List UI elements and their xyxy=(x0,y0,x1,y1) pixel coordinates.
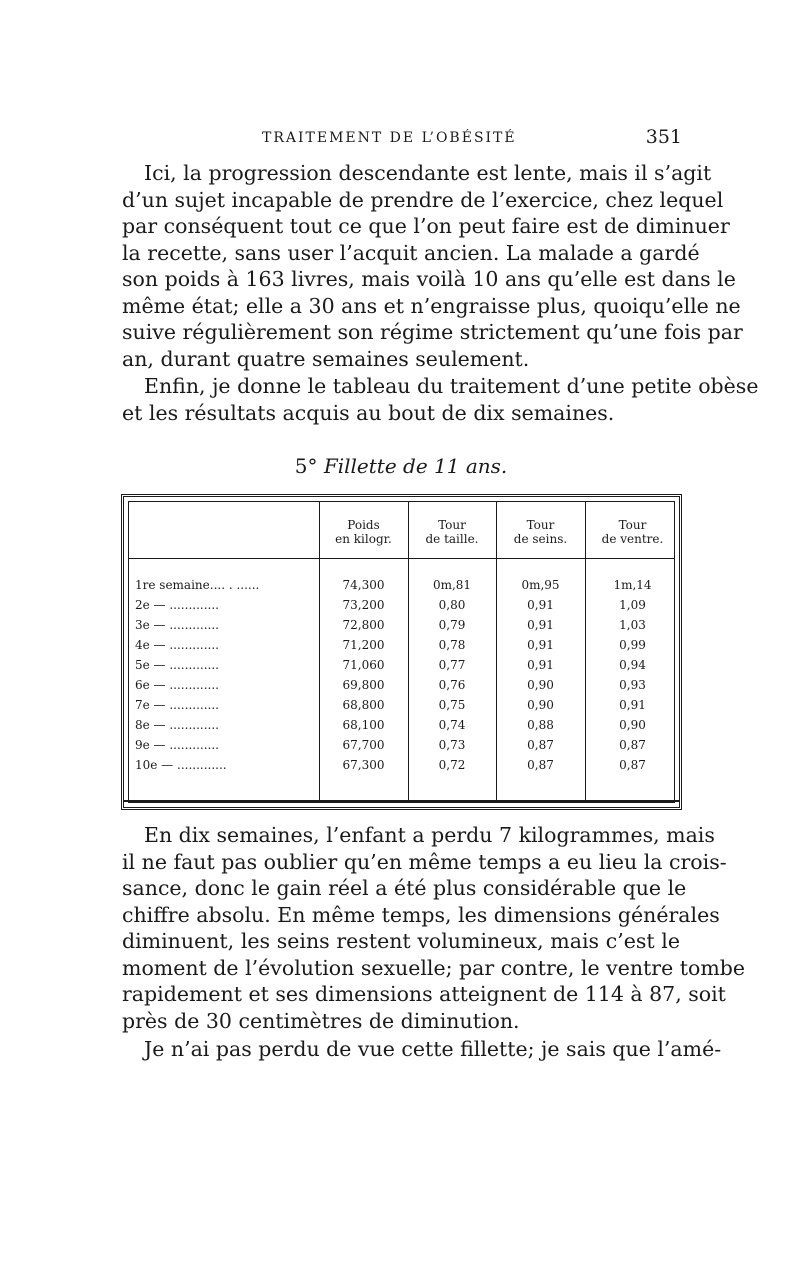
text-line: En dix semaines, l’enfant a perdu 7 kilogrammes, mais xyxy=(144,823,715,847)
text-line: diminuent, les seins restent volumineux, mais c’est le xyxy=(122,929,680,953)
row-label: 6e — ............. xyxy=(135,678,219,692)
text-line: moment de l’évolution sexuelle; par contre, le ventre tombe xyxy=(122,955,746,980)
column-header-poids xyxy=(319,518,408,546)
text-line: près de 30 centimètres de diminution. xyxy=(122,1008,520,1033)
table-row xyxy=(129,598,674,618)
table-row xyxy=(129,738,674,758)
cell-ventre: 1,03 xyxy=(619,618,646,632)
cell-ventre: 0,87 xyxy=(619,758,646,772)
cell-poids: 69,800 xyxy=(342,678,385,692)
paragraph-2 xyxy=(122,373,759,426)
cell-seins: 0,90 xyxy=(527,698,554,712)
text-line: Enfin, je donne le tableau du traitement d’une petite obèse xyxy=(144,374,759,398)
table-row xyxy=(129,638,674,658)
cell-taille: 0,78 xyxy=(438,638,466,652)
text-line: la recette, sans user l’acquit ancien. La malade a gardé xyxy=(122,240,700,265)
cell-poids: 68,100 xyxy=(342,718,385,732)
column-header-line: Tour xyxy=(526,518,555,532)
table-row xyxy=(129,658,674,678)
text-line: suive régulièrement son régime strictement qu’une fois par xyxy=(122,320,743,344)
page-number: 351 xyxy=(645,126,682,148)
cell-seins: 0,91 xyxy=(527,658,554,672)
cell-taille: 0,75 xyxy=(438,698,466,712)
cell-seins: 0,88 xyxy=(527,718,554,732)
cell-seins: 0,87 xyxy=(527,758,554,772)
row-label: 8e — ............. xyxy=(135,718,219,732)
cell-poids: 67,700 xyxy=(342,738,385,752)
row-label: 5e — ............. xyxy=(135,658,219,672)
table-frame xyxy=(128,501,675,803)
cell-ventre: 0,94 xyxy=(619,658,646,672)
row-label: 3e — ............. xyxy=(135,618,219,632)
table-row xyxy=(129,618,674,638)
text-line: même état; elle a 30 ans et n’engraisse plus, quoiqu’elle ne xyxy=(122,293,741,318)
cell-taille: 0m,81 xyxy=(432,578,472,592)
table-row xyxy=(129,578,674,598)
column-header-line: de seins. xyxy=(513,532,568,546)
cell-taille: 0,74 xyxy=(438,718,466,732)
cell-taille: 0,80 xyxy=(438,598,466,612)
running-header xyxy=(122,126,682,152)
table-bottom-rule xyxy=(124,800,679,806)
cell-poids: 72,800 xyxy=(342,618,385,632)
cell-poids: 68,800 xyxy=(342,698,385,712)
cell-poids: 73,200 xyxy=(342,598,385,612)
row-label: 1re semaine.... . ...... xyxy=(135,578,260,592)
cell-seins: 0,87 xyxy=(527,738,554,752)
table-row xyxy=(129,758,674,778)
column-header-ventre xyxy=(585,518,680,546)
table-row xyxy=(129,718,674,738)
row-label: 9e — ............. xyxy=(135,738,219,752)
text-line: chiffre absolu. En même temps, les dimensions générales xyxy=(122,902,720,927)
cell-taille: 0,79 xyxy=(438,618,466,632)
row-label: 4e — ............. xyxy=(135,638,219,652)
cell-ventre: 0,99 xyxy=(619,638,646,652)
measurement-table xyxy=(121,494,682,810)
column-header-taille xyxy=(408,518,496,546)
text-line: et les résultats acquis au bout de dix semaines. xyxy=(122,400,615,425)
cell-ventre: 0,93 xyxy=(619,678,646,692)
cell-ventre: 0,90 xyxy=(619,718,646,732)
text-line: rapidement et ses dimensions atteignent de 114 à 87, soit xyxy=(122,982,726,1006)
table-row xyxy=(129,698,674,718)
column-header-seins xyxy=(496,518,585,546)
table-row xyxy=(129,678,674,698)
cell-ventre: 1,09 xyxy=(619,598,646,612)
row-label: 10e — ............. xyxy=(135,758,227,772)
row-label: 2e — ............. xyxy=(135,598,219,612)
header-rule xyxy=(129,558,674,559)
cell-taille: 0,77 xyxy=(438,658,466,672)
cell-poids: 71,200 xyxy=(342,638,385,652)
cell-seins: 0,91 xyxy=(527,618,554,632)
cell-taille: 0,76 xyxy=(438,678,466,692)
paragraph-3 xyxy=(122,822,746,1034)
text-line: Je n’ai pas perdu de vue cette fillette; je sais que l’amé- xyxy=(144,1037,722,1061)
cell-taille: 0,72 xyxy=(438,758,466,772)
cell-ventre: 0,87 xyxy=(619,738,646,752)
text-line: par conséquent tout ce que l’on peut faire est de diminuer xyxy=(122,214,730,238)
cell-seins: 0,90 xyxy=(527,678,554,692)
cell-seins: 0m,95 xyxy=(521,578,560,592)
column-header-line: Poids xyxy=(347,518,380,532)
cell-poids: 67,300 xyxy=(342,758,385,772)
column-header-line: de ventre. xyxy=(601,532,664,546)
column-header-line: en kilogr. xyxy=(335,532,392,546)
text-line: sance, donc le gain réel a été plus considérable que le xyxy=(122,876,687,900)
caption-number: 5° xyxy=(294,454,318,478)
text-line: il ne faut pas oublier qu’en même temps a eu lieu la crois- xyxy=(122,849,727,874)
text-line: Ici, la progression descendante est lente, mais il s’agit xyxy=(144,161,712,185)
column-header-line: Tour xyxy=(438,518,466,532)
cell-poids: 74,300 xyxy=(342,578,385,592)
caption-title: Fillette de 11 ans. xyxy=(323,454,508,478)
running-title: TRAITEMENT DE L’OBÉSITÉ xyxy=(262,130,517,146)
paragraph-4 xyxy=(122,1036,722,1063)
paragraph-1 xyxy=(122,160,743,372)
text-line: an, durant quatre semaines seulement. xyxy=(122,346,530,371)
text-line: son poids à 163 livres, mais voilà 10 ans qu’elle est dans le xyxy=(122,267,736,291)
cell-ventre: 0,91 xyxy=(619,698,646,712)
cell-ventre: 1m,14 xyxy=(613,578,652,592)
cell-seins: 0,91 xyxy=(527,638,554,652)
cell-poids: 71,060 xyxy=(342,658,385,672)
table-caption xyxy=(122,454,680,478)
cell-seins: 0,91 xyxy=(527,598,554,612)
row-label: 7e — ............. xyxy=(135,698,219,712)
column-header-line: Tour xyxy=(618,518,647,532)
text-line: d’un sujet incapable de prendre de l’exercice, chez lequel xyxy=(122,187,724,212)
cell-taille: 0,73 xyxy=(438,738,466,752)
column-header-line: de taille. xyxy=(425,532,479,546)
